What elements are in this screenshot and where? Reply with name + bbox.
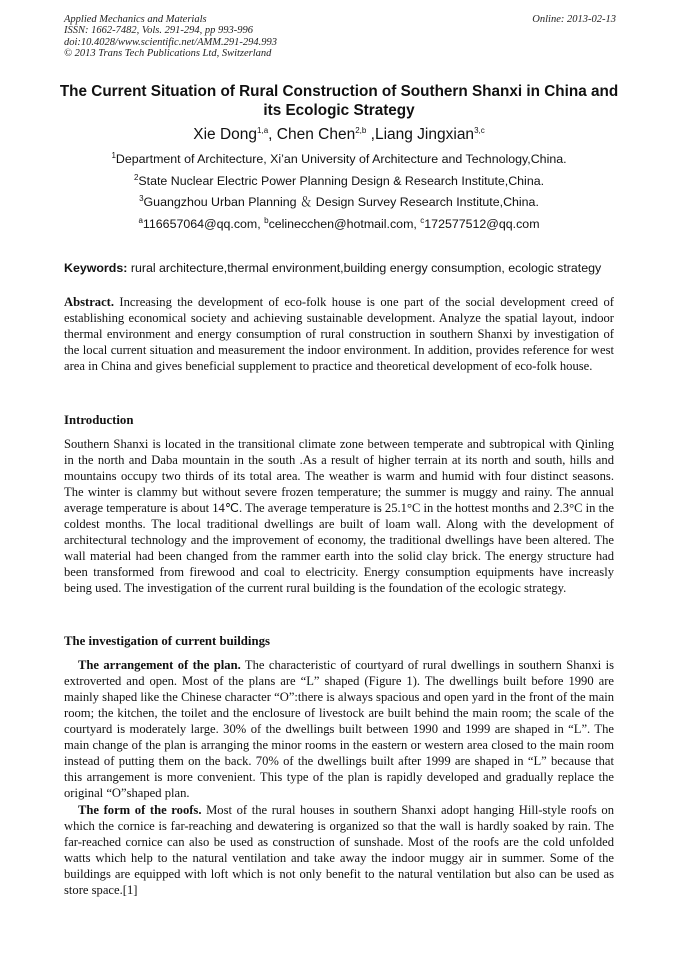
copyright-line: © 2013 Trans Tech Publications Ltd, Switzerland — [64, 48, 272, 60]
affiliation — [40, 173, 638, 189]
affiliation-sup: 2 — [133, 172, 139, 182]
author-list: Xie Dong$^{1,a}$, Chen Chen$^{2,b}$ ,Liang Jingxian$^{3,c}$ — [193, 125, 485, 143]
email-list: $^a$116657064@qq.com, $^b$celinecchen@hotmail.com, $^c$172577512@qq.com — [138, 215, 540, 231]
investigation-heading: The investigation of current buildings — [64, 634, 270, 648]
author-sup: 1,a — [257, 125, 269, 135]
author-name: Xie Dong — [193, 126, 258, 143]
introduction-heading: Introduction — [64, 413, 134, 427]
email-link[interactable]: 116657064@qq.com — [142, 217, 258, 231]
email-link[interactable]: 172577512@qq.com — [424, 217, 540, 231]
issn-line: ISSN: 1662-7482, Vols. 291-294, pp 993-996 — [64, 25, 253, 37]
keywords — [64, 260, 624, 276]
roof-paragraph — [64, 802, 614, 898]
email-link[interactable]: celinecchen@hotmail.com — [268, 217, 414, 231]
online-date: Online: 2013-02-13 — [532, 14, 616, 25]
affiliation-text: Guangzhou Urban Planning ＆ Design Survey Research Institute,China. — [143, 195, 539, 209]
plan-text: The characteristic of courtyard of rural dwellings in southern Shanxi is extroverted and open. Most of the plans are “L” shaped (Figure 1). The dwellings built before 1990 are mainly shaped like the Chinese character “O”:there is always spacious and open yard in the front of the main room; the kitchen, the toilet and the enclosure of livestock are built behind the main room; the scale of the courtyard is moderately large. 30% of the dwellings built between 1990 and 1999 are shaped in “L”. The main change of the plan is arranging the minor rooms in the eastern or western area closed to the main room instead of putting them on the back. 70% of the dwellings built after 1999 are shaped in “L” because that this arrangement is more convenient. This type of the plan is rapidly developed and gradually replace the original “O”shaped plan. — [64, 658, 615, 800]
affiliation — [40, 194, 638, 210]
introduction-paragraph: Southern Shanxi is located in the transitional climate zone between temperate and subtropical with Qinling in the north and Daba mountain in the south .As a result of higher terrain at its north and south, hills and mountains occupy two thirds of its total area. The weather is warm and humid with four distinct seasons. The winter is clammy but without severe frozen temperature; the summer is muggy and rainy. The annual average temperature is about 14℃. The average temperature is 25.1°C in the hottest months and 2.3°C in the coldest months. The local traditional dwellings are built of loam wall. Along with the development of architectural technology and the improvement of economy, the traditional dwellings have been altered. The wall material had been changed from the rammer earth into the solid clay brick. The energy structure had been transformed from firewood and coal to electricity. Energy consumption equipments have increasly being used. The investigation of the current rural building is the foundation of the ecologic strategy. — [64, 437, 614, 595]
abstract — [64, 294, 614, 374]
author-sup: 2,b — [355, 125, 367, 135]
paper-title: The Current Situation of Rural Construction of Southern Shanxi in China and its Ecologic Strategy — [59, 83, 619, 119]
journal-name: Applied Mechanics and Materials — [64, 14, 207, 25]
email-sup: c — [420, 215, 425, 225]
author-name: Chen Chen — [276, 126, 356, 143]
author-sup: 3,c — [474, 125, 485, 135]
abstract-text: Increasing the development of eco-folk house is one part of the social development creed of establishing economical society and achieving sustainable development. Analyze the spatial layout, indoor thermal environment and energy consumption of rural construction in southern Shanxi by investigation of the local current situation and measurement the indoor environment. In addition, provides reference for west area in China and gives beneficial supplement to practice and theoretical development of eco-folk house. — [64, 295, 614, 373]
affiliation-sup: 1 — [111, 150, 116, 160]
roof-label: The form of the roofs. — [78, 803, 202, 817]
roof-text: Most of the rural houses in southern Shanxi adopt hanging Hill-style roofs on which the cornice is far-reaching and dewatering is organized so that the wall is hardly soaked by rain. The far-reached cornice can also be used as construction of sunshade. Most of the roofs are the cold unfolded watts which help to the natural ventilation and take away the indoor muggy air in summer. Some of the buildings are equipped with loft which is not only benefit to the natural ventilation but also can be used as store space.[1] — [64, 803, 615, 897]
affiliation-text: State Nuclear Electric Power Planning Design & Research Institute,China. — [138, 174, 545, 188]
doi-line: doi:10.4028/www.scientific.net/AMM.291-294.993 — [64, 36, 277, 48]
plan-label: The arrangement of the plan. — [78, 658, 241, 672]
keywords-label: Keywords: — [64, 261, 128, 275]
email-sup: a — [138, 215, 143, 225]
journal-header — [64, 14, 616, 60]
author-name: Liang Jingxian — [374, 126, 475, 143]
abstract-label: Abstract. — [64, 295, 115, 309]
affiliation-sup: 3 — [139, 193, 144, 203]
affiliation — [40, 151, 638, 167]
email-sup: b — [264, 215, 269, 225]
keywords-text: rural architecture,thermal environment,building energy consumption, ecologic strategy — [130, 261, 602, 275]
affiliation-text: Department of Architecture, Xi’an University of Architecture and Technology,China. — [115, 152, 567, 166]
plan-paragraph — [64, 657, 614, 801]
